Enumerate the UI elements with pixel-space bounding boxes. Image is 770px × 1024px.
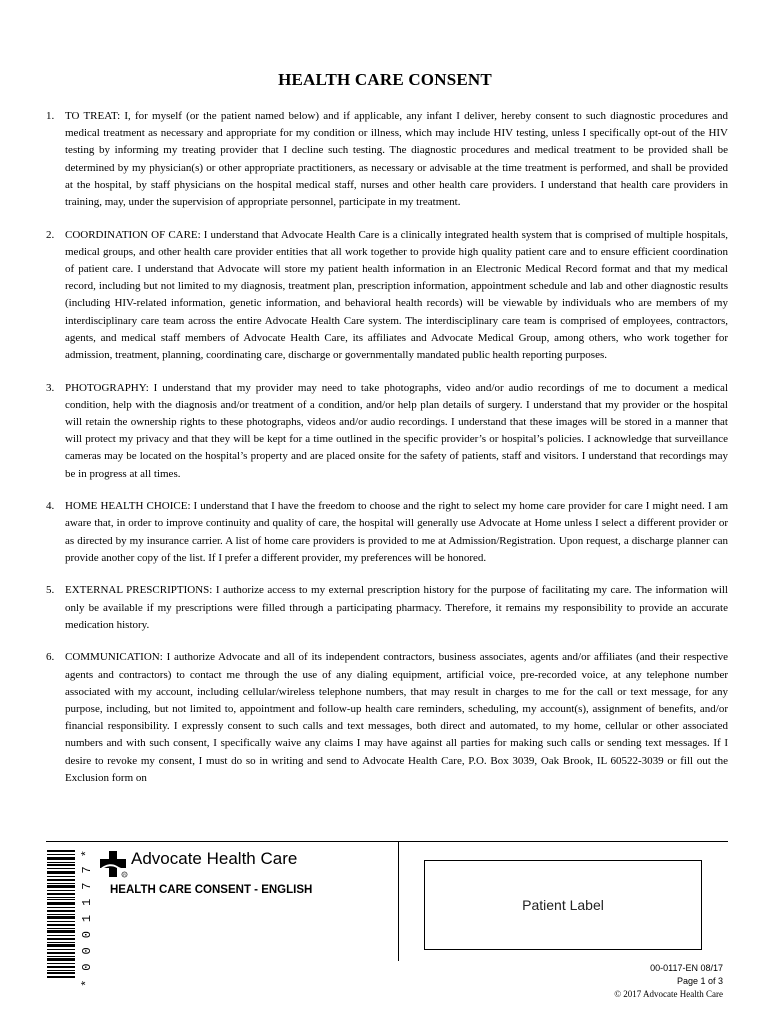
section-text: PHOTOGRAPHY: I understand that my provider may need to take photographs, video and/or audio recordings of me to document a medical condition, help with the diagnosis and/or treatment of a condition, and/or help plan details of surgery. I understand that my provider or the hospital will retain the ownership rights to these photographs, videos and/or audio recordings. I understand that these images will be stored in a manner that will protect my privacy and that they will be kept for a time outlined in the specific provider’s or hospital’s policies. I acknowledge that surveillance cameras may be located on the hospital’s property and are placed onsite for the safety of patients, staff and visitors. I understand that recordings may be in progress at all times. [65, 381, 728, 480]
page-number: Page 1 of 3 [676, 976, 723, 986]
page-title: HEALTH CARE CONSENT [278, 70, 492, 89]
svg-text:R: R [123, 872, 126, 877]
footer-divider [46, 841, 728, 842]
footer-vertical-divider [398, 841, 399, 961]
section-number: 2. [46, 228, 55, 241]
section-number: 6. [46, 651, 55, 664]
barcode-number [76, 841, 98, 987]
section-number: 5. [46, 584, 55, 597]
brand-name: Advocate Health Care [131, 849, 298, 868]
form-title: HEALTH CARE CONSENT - ENGLISH [110, 884, 313, 896]
barcode-icon [47, 850, 75, 978]
section-text: COMMUNICATION: I authorize Advocate and all of its independent contractors, business associates, agents and/or affiliates (and their respective agents and contractors) to contact me through the use of any dialing equipment, artificial voice, pre-recorded voice, at any telephone number associated with my account, including cellular/wireless telephone numbers, that may result in charges to me for the call or text message, for any purpose, including, but not limited to, appointment and follow-up health care reminders, scheduling, my account(s), assignment of benefits, and/or financial responsibility. I expressly consent to such calls and text messages, both direct and automated, to my home, cellular or other associated numbers and with such consent, I specifically waive any claims I may have against all parties for making such calls or sending text messages. If I desire to revoke my consent, I must do so in writing and send to Advocate Health Care, P.O. Box 3039, Oak Brook, IL 60522-3039 or fill out the Exclusion form on [65, 651, 728, 784]
section-number: 3. [46, 381, 55, 394]
section-text: HOME HEALTH CHOICE: I understand that I have the freedom to choose and the right to select my home care provider for care I might need. I am aware that, in order to improve continuity and quality of care, the hospital will generally use Advocate at Home unless I select a different provider or as directed by my insurance carrier. A list of home care providers is provided to me at Admission/Registration. Upon request, a discharge planner can provide another copy of the list. If I prefer a different provider, my preferences will be honored. [65, 500, 728, 564]
consent-section [46, 582, 728, 634]
section-number: 4. [46, 500, 55, 513]
form-code: 00-0117-EN 08/17 [650, 963, 723, 973]
copyright: © 2017 Advocate Health Care [614, 989, 723, 999]
form-meta [614, 962, 723, 1001]
barcode-number-text: *0001177* [80, 841, 94, 987]
consent-section [46, 108, 728, 211]
section-text: COORDINATION OF CARE: I understand that Advocate Health Care is a clinically integrated health system that is comprised of multiple hospitals, medical groups, and other health care provider entities that all work together to provide high quality patient care and to ensure efficient coordination of patient care. I understand that Advocate will store my patient health information in an Electronic Medical Record format and that my medical record, including but not limited to my diagnosis, treatment plan, prescription information, appointment schedule and lab and other diagnostic results (including HIV-related information, genetic information, and behavioral health records) will be viewable by individuals who are members of my interdisciplinary care team across the entire Advocate Health Care system. The interdisciplinary care team is comprised of employees, contractors, agents, and medical staff members of Advocate Health Care, its affiliates and Advocate Medical Group, among others, who work together for admission, treatment, planning, coordinating care, discharge or governmentally mandated public health reporting purposes. [65, 228, 728, 362]
patient-label-text: Patient Label [522, 897, 604, 913]
advocate-cross-logo-icon [98, 850, 128, 878]
section-number: 1. [46, 110, 55, 122]
consent-sections [46, 108, 728, 787]
consent-section [46, 649, 728, 787]
patient-label-box [424, 860, 702, 950]
section-text: EXTERNAL PRESCRIPTIONS: I authorize access to my external prescription history for the purpose of facilitating my care. The information will only be available if my prescriptions were filled through a participating pharmacy. Therefore, it remains my responsibility to provide an accurate medication history. [65, 584, 728, 631]
section-text: TO TREAT: I, for myself (or the patient named below) and if applicable, any infant I deliver, hereby consent to such diagnostic procedures and medical treatment as necessary and appropriate for my condition or illness, which may include HIV testing, unless I specifically opt-out of the HIV testing by informing my treating provider that I decline such testing. The diagnostic procedures and medical treatment to be provided shall be determined by my physician(s) or other appropriate practitioners, as necessary or advisable at the time treatment is performed, and shall be provided at the hospital, by staff physicians on the hospital medical staff, nurses and other health care providers. I understand that health care providers in training, may, under the supervision of appropriate personnel, participate in my treatment. [65, 110, 728, 209]
consent-section [46, 227, 728, 365]
consent-section [46, 498, 728, 567]
consent-section [46, 380, 728, 483]
